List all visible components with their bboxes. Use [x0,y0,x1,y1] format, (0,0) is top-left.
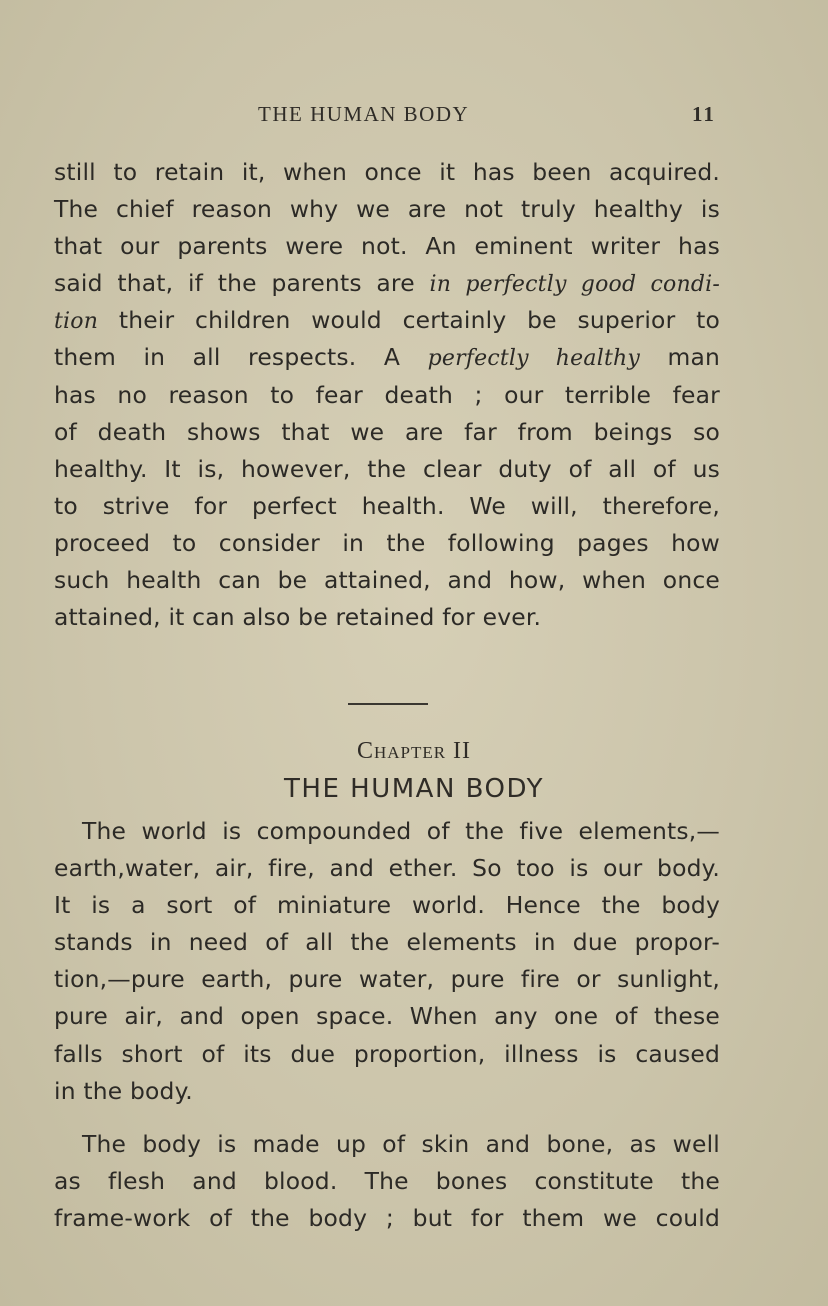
text-line: as flesh and blood. The bones constitute the [54,1167,720,1196]
running-head [0,100,828,130]
text-line: attained, it can also be retained for ever. [54,603,542,632]
text-line: pure air, and open space. When any one of these [54,1002,720,1031]
italic-phrase: tion [54,309,99,335]
text-line: that our parents were not. An eminent writer has [54,232,720,261]
text-line: The world is compounded of the five elements,— [82,817,720,845]
paragraph-3 [54,1126,720,1237]
italic-phrase: perfectly healthy [427,346,640,372]
text-line: The body is made up of skin and bone, as well [82,1130,720,1158]
paragraph-1 [54,154,720,636]
chapter-number: Chapter II [356,738,472,764]
italic-phrase: in perfectly good condi- [429,272,720,298]
text-line: said that, if the parents are in perfectly good condi- [54,269,720,298]
text-line: them in all respects. A perfectly healthy man [54,343,720,372]
chapter-title: THE HUMAN BODY [284,774,544,804]
page-number: 11 [692,102,716,126]
text-line: has no reason to fear death ; our terrible fear [54,380,720,409]
text-line: proceed to consider in the following pages how [54,528,720,557]
text-line: falls short of its due proportion, illness is caused [54,1039,720,1068]
section-divider [348,703,428,705]
text-line: of death shows that we are far from beings so [54,417,720,446]
text-line: The chief reason why we are not truly healthy is [54,195,720,224]
text-line: tion,—pure earth, pure water, pure fire or sunlight, [54,965,720,994]
text-line: frame-work of the body ; but for them we could [54,1204,720,1233]
text-line: still to retain it, when once it has been acquired. [54,158,720,186]
text-line: healthy. It is, however, the clear duty of all of us [54,454,720,483]
text-line: earth,water, air, fire, and ether. So too is our body. [54,854,720,883]
text-line: stands in need of all the elements in due propor- [54,928,720,957]
running-title: THE HUMAN BODY [258,102,470,126]
text-line: tion their children would certainly be superior to [54,306,720,335]
paragraph-2 [54,813,720,1110]
text-line: in the body. [54,1076,193,1105]
text-line: to strive for perfect health. We will, therefore, [54,491,720,520]
text-line: It is a sort of miniature world. Hence the body [54,891,720,920]
text-line: such health can be attained, and how, when once [54,566,720,595]
